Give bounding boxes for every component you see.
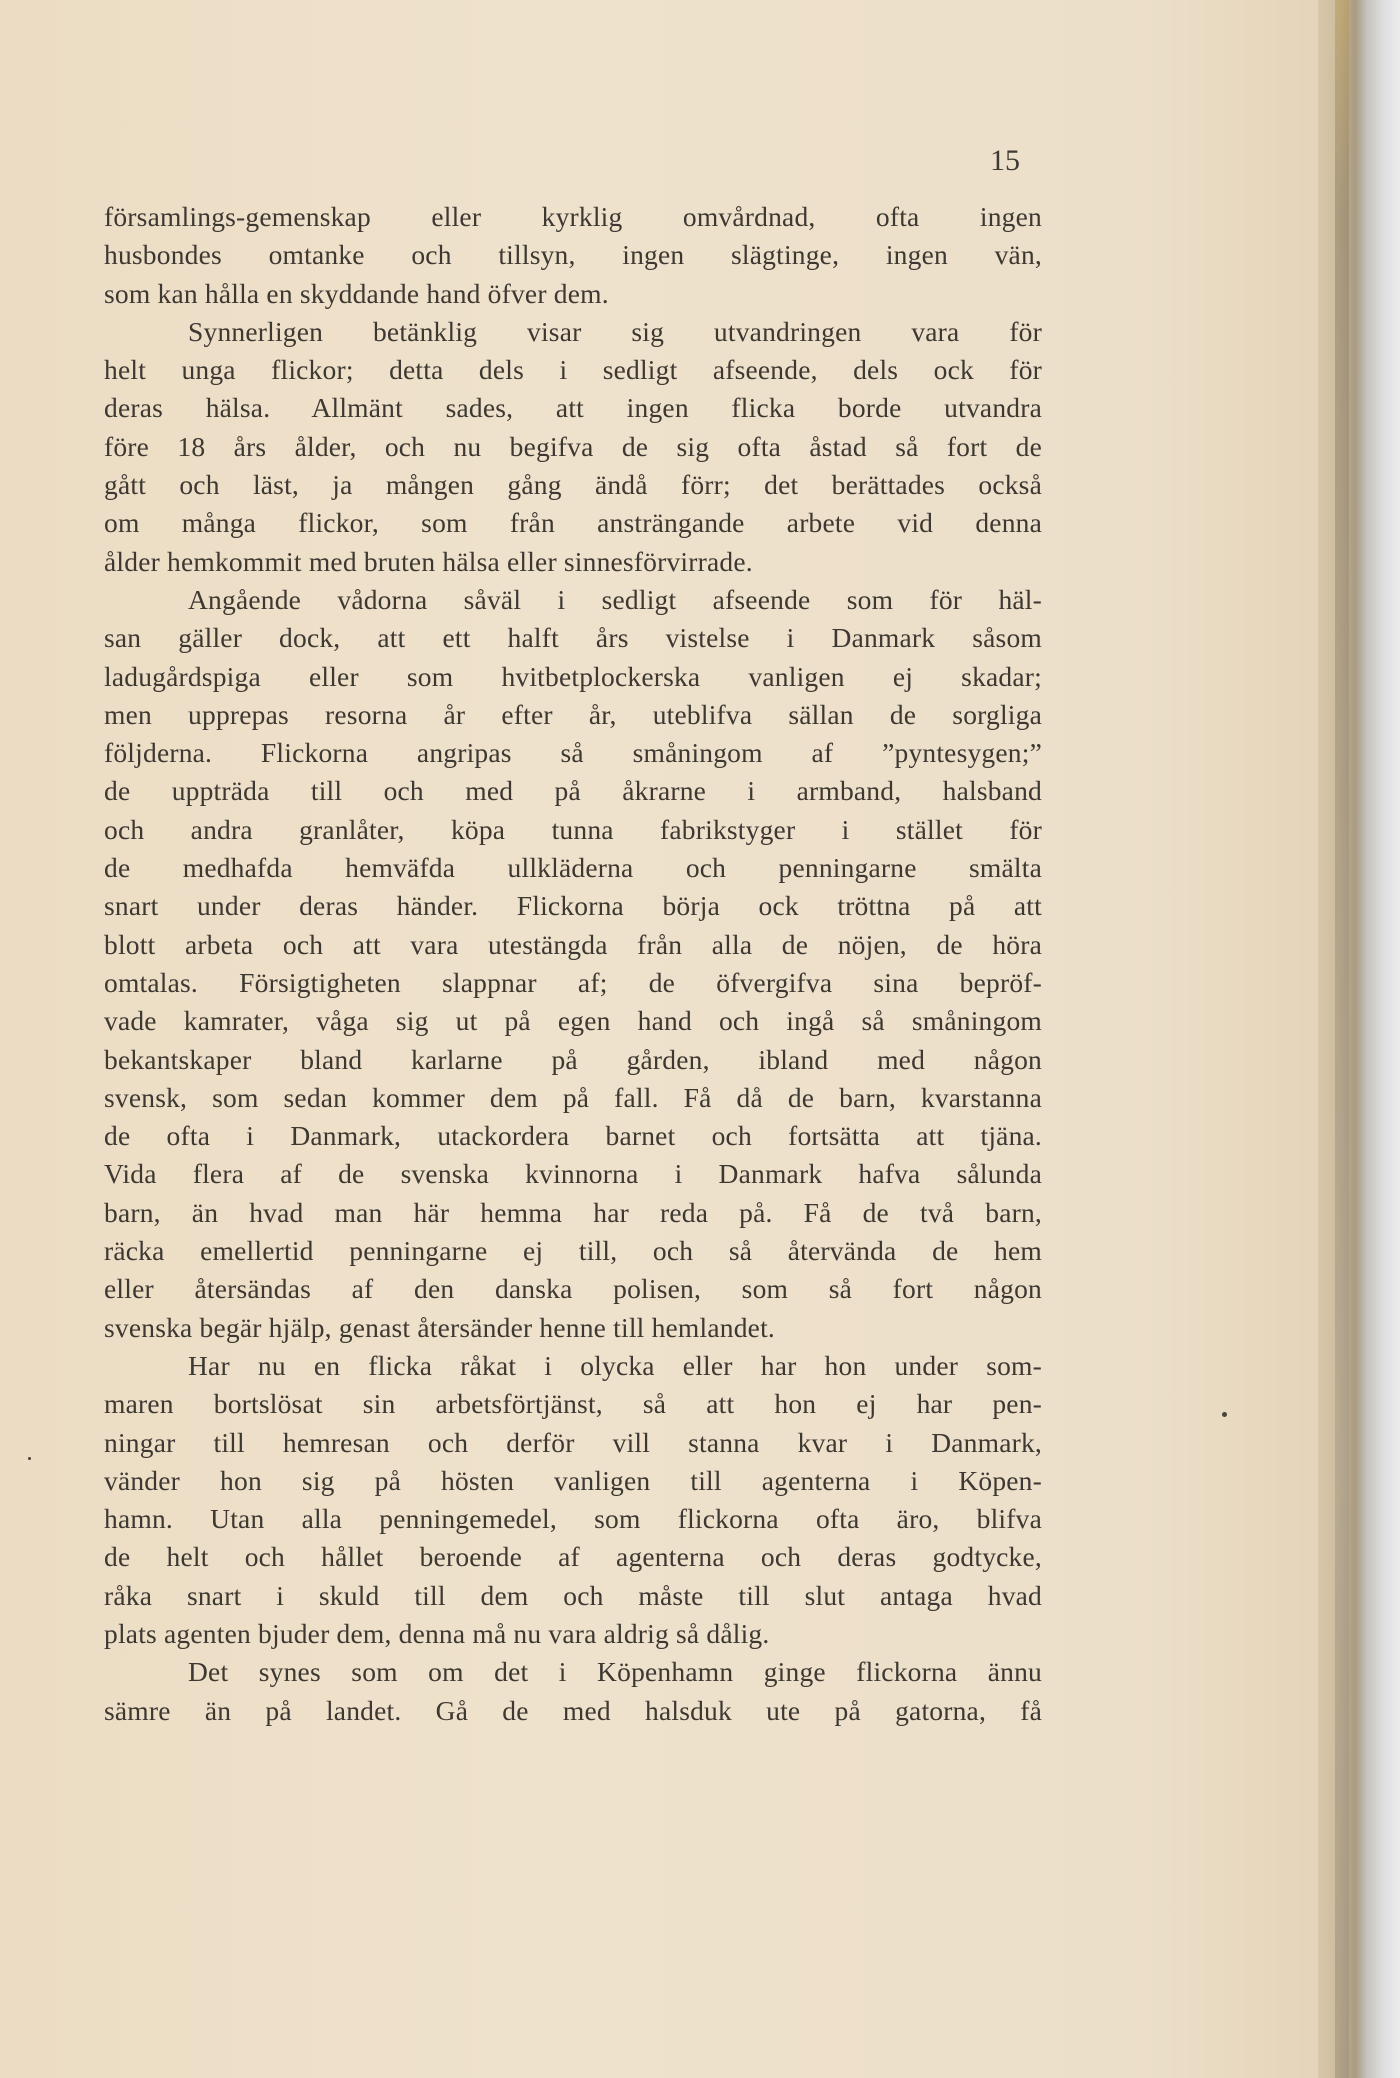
text-line: vänder hon sig på hösten vanligen till agenterna i Köpen-	[104, 1464, 1042, 1496]
text-line: plats agenten bjuder dem, denna må nu vara aldrig så dålig.	[104, 1617, 770, 1649]
text-line: hamn. Utan alla penningemedel, som flickorna ofta äro, blifva	[104, 1503, 1042, 1535]
text-line: de medhafda hemväfda ullkläderna och penningarne smälta	[104, 852, 1042, 884]
text-line: maren bortslösat sin arbetsförtjänst, så att hon ej har pen-	[104, 1388, 1042, 1420]
text-line: vade kamrater, våga sig ut på egen hand och ingå så småningom	[104, 1005, 1042, 1037]
binding-stain	[1335, 0, 1349, 2078]
text-line: men upprepas resorna år efter år, uteblifva sällan de sorgliga	[104, 698, 1042, 730]
text-line: församlings-gemenskap eller kyrklig omvårdnad, ofta ingen	[104, 201, 1042, 232]
text-line: Det synes som om det i Köpenhamn ginge flickorna ännu	[188, 1656, 1042, 1688]
text-line: ladugårdspiga eller som hvitbetplockerska vanligen ej skadar;	[104, 660, 1042, 692]
text-line: råka snart i skuld till dem och måste till slut antaga hvad	[104, 1579, 1042, 1611]
text-line: svenska begär hjälp, genast återsänder henne till hemlandet.	[104, 1311, 775, 1343]
page-number: 15	[990, 144, 1020, 177]
page-binding-edge	[1318, 0, 1400, 2078]
text-line: Angående vådorna såväl i sedligt afseende som för häl-	[188, 583, 1042, 615]
text-line: följderna. Flickorna angripas så småningom af ”pyntesygen;”	[104, 737, 1042, 769]
text-line: eller återsändas af den danska polisen, som så fort någon	[104, 1273, 1042, 1305]
text-line: ningar till hemresan och derför vill stanna kvar i Danmark,	[104, 1426, 1042, 1458]
text-line: deras hälsa. Allmänt sades, att ingen flicka borde utvandra	[104, 392, 1042, 424]
ink-speck	[1222, 1412, 1227, 1417]
text-line: om många flickor, som från ansträngande arbete vid denna	[104, 507, 1042, 539]
text-line: sämre än på landet. Gå de med halsduk ute på gatorna, få	[104, 1694, 1042, 1726]
text-line: de uppträda till och med på åkrarne i armband, halsband	[104, 775, 1042, 807]
text-line: ålder hemkommit med bruten hälsa eller sinnesförvirrade.	[104, 545, 753, 577]
text-line: omtalas. Försigtigheten slappnar af; de öfvergifva sina bepröf-	[104, 966, 1042, 998]
text-line: blott arbeta och att vara utestängda från alla de nöjen, de höra	[104, 928, 1042, 960]
text-line: barn, än hvad man här hemma har reda på. Få de två barn,	[104, 1196, 1042, 1228]
text-line: Vida flera af de svenska kvinnorna i Danmark hafva sålunda	[104, 1158, 1042, 1190]
text-line: som kan hålla en skyddande hand öfver dem.	[104, 277, 609, 309]
text-line: räcka emellertid penningarne ej till, och så återvända de hem	[104, 1235, 1042, 1267]
text-line: bekantskaper bland karlarne på gården, ibland med någon	[104, 1043, 1042, 1075]
text-line: snart under deras händer. Flickorna börja ock tröttna på att	[104, 890, 1042, 922]
text-line: san gäller dock, att ett halft års vistelse i Danmark såsom	[104, 622, 1042, 654]
text-line: Har nu en flicka råkat i olycka eller har hon under som-	[188, 1349, 1042, 1381]
text-line: helt unga flickor; detta dels i sedligt afseende, dels ock för	[104, 354, 1042, 386]
ink-speck	[28, 1457, 31, 1460]
text-line: svensk, som sedan kommer dem på fall. Få då de barn, kvarstanna	[104, 1081, 1042, 1113]
text-line: före 18 års ålder, och nu begifva de sig ofta åstad så fort de	[104, 430, 1042, 462]
text-line: Synnerligen betänklig visar sig utvandringen vara för	[188, 315, 1042, 347]
text-line: husbondes omtanke och tillsyn, ingen slägtinge, ingen vän,	[104, 239, 1042, 271]
text-line: och andra granlåter, köpa tunna fabrikstyger i stället för	[104, 813, 1042, 845]
body-text	[104, 198, 1042, 1730]
text-line: de ofta i Danmark, utackordera barnet och fortsätta att tjäna.	[104, 1120, 1042, 1152]
text-line: gått och läst, ja mången gång ändå förr; det berättades också	[104, 469, 1042, 501]
text-line: de helt och hållet beroende af agenterna och deras godtycke,	[104, 1541, 1042, 1573]
